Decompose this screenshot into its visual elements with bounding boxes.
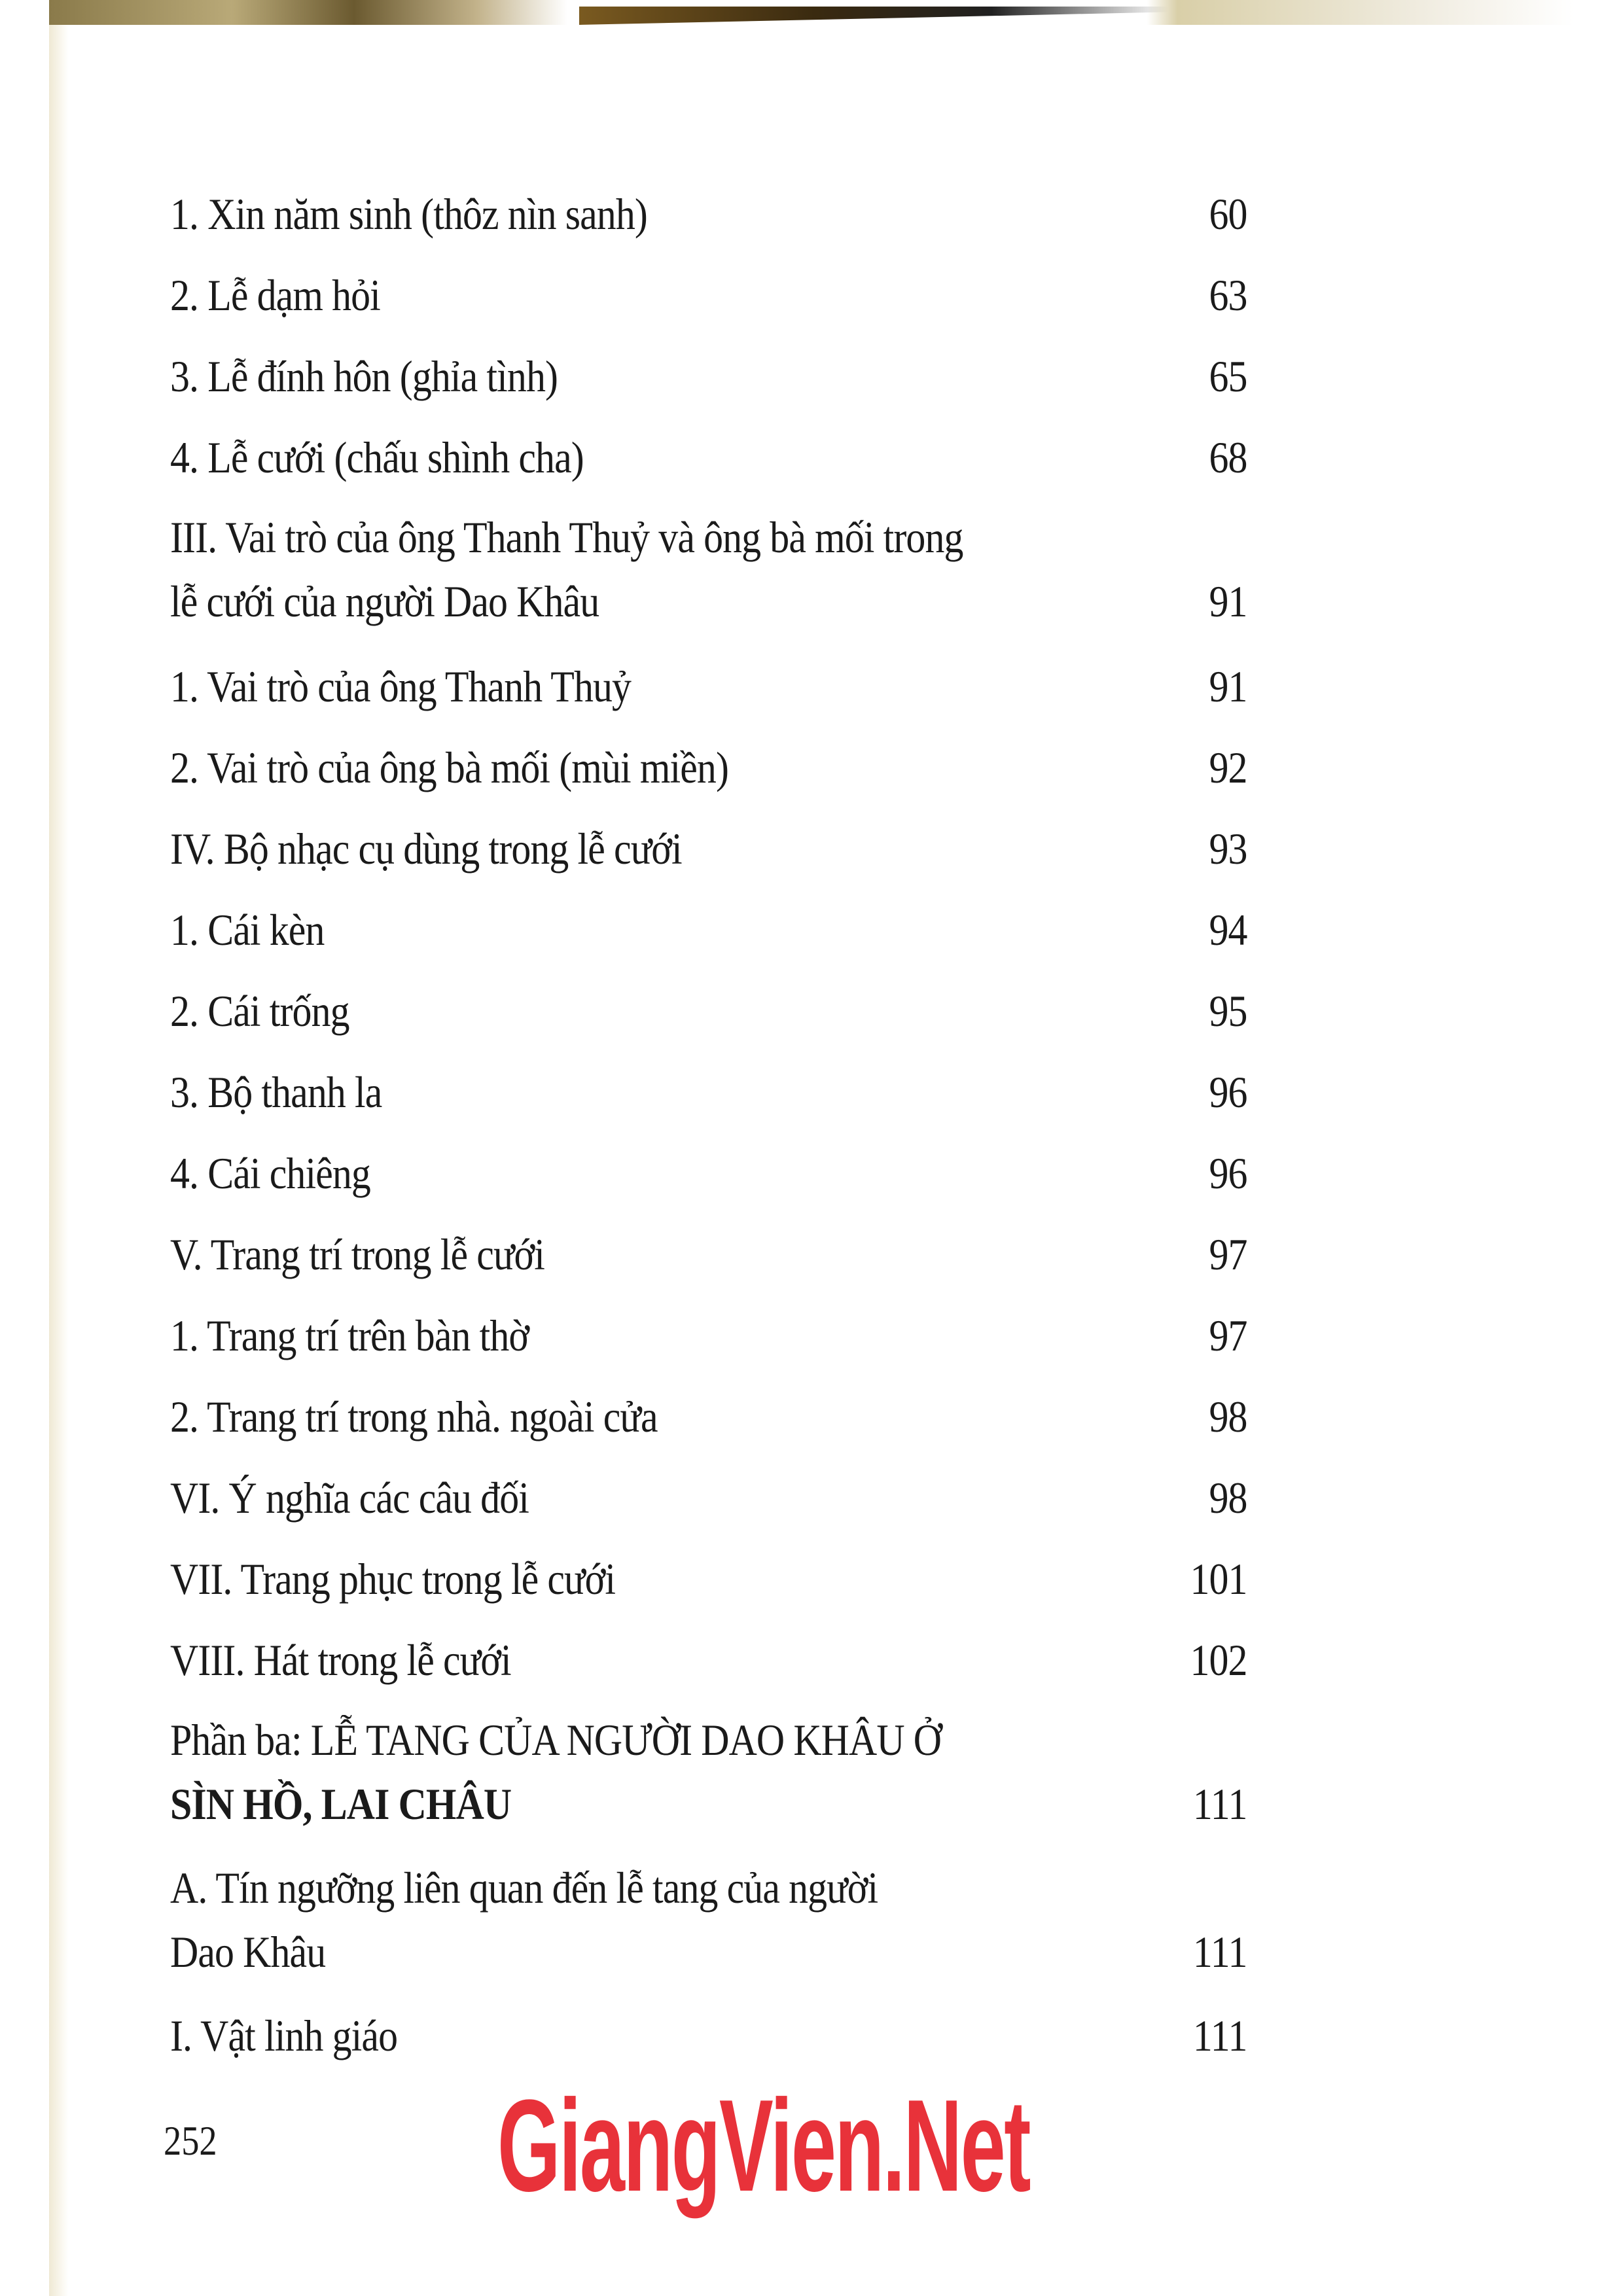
- toc-entry-title: Phần ba: LỄ TANG CỦA NGƯỜI DAO KHÂU Ở: [170, 1715, 942, 1765]
- toc-entry-page: 98: [1209, 1473, 1247, 1523]
- toc-entry: [170, 182, 1247, 246]
- toc-entry: [170, 1141, 1247, 1205]
- toc-entry: [170, 344, 1247, 408]
- toc-entry: [170, 735, 1247, 800]
- watermark: GiangVien.Net: [497, 2073, 1029, 2219]
- toc-entry-title: 2. Cái trống: [170, 986, 349, 1036]
- toc-entry-title: VI. Ý nghĩa các câu đối: [170, 1473, 529, 1523]
- scanned-page-top-edge: [49, 0, 1574, 25]
- toc-entry-title: 2. Lễ dạm hỏi: [170, 270, 380, 320]
- toc-entry: [170, 1547, 1247, 1611]
- toc-entry: [170, 1060, 1247, 1124]
- toc-entry-page: 68: [1209, 433, 1247, 482]
- toc-entry: [170, 654, 1247, 718]
- toc-entry-page: 91: [1209, 662, 1247, 711]
- toc-entry-page: 96: [1209, 1148, 1247, 1198]
- toc-entry-page: 65: [1209, 351, 1247, 401]
- toc-entry: [170, 1303, 1247, 1368]
- toc-entry-page: 97: [1209, 1229, 1247, 1279]
- toc-entry-page: 63: [1209, 270, 1247, 320]
- toc-entry-page: 102: [1190, 1635, 1247, 1685]
- toc-entry-title-continued: lễ cưới của người Dao Khâu: [170, 576, 599, 626]
- book-binding-shadow: [579, 7, 1168, 25]
- toc-entry: [170, 898, 1247, 962]
- toc-entry-page: 93: [1209, 824, 1247, 874]
- toc-part-heading: [170, 1708, 1247, 1836]
- page-left-edge-shadow: [49, 25, 69, 2296]
- toc-entry-title: 1. Trang trí trên bàn thờ: [170, 1311, 529, 1360]
- toc-entry-title: 2. Trang trí trong nhà. ngoài cửa: [170, 1392, 658, 1441]
- toc-entry-page: 101: [1190, 1554, 1247, 1604]
- toc-entry-title: V. Trang trí trong lễ cưới: [170, 1229, 545, 1279]
- toc-entry-page: 97: [1209, 1311, 1247, 1360]
- toc-entry: [170, 1466, 1247, 1530]
- toc-entry-page: 95: [1209, 986, 1247, 1036]
- toc-entry-page: 96: [1209, 1067, 1247, 1117]
- toc-entry-title: IV. Bộ nhạc cụ dùng trong lễ cưới: [170, 824, 682, 874]
- toc-entry: [170, 1222, 1247, 1286]
- toc-entry-page: 111: [1192, 1779, 1247, 1829]
- toc-entry-page: 60: [1209, 189, 1247, 239]
- toc-entry: [170, 979, 1247, 1043]
- toc-entry-title: VII. Trang phục trong lễ cưới: [170, 1554, 616, 1604]
- toc-entry-title: 1. Xin năm sinh (thôz nìn sanh): [170, 189, 647, 239]
- toc-entry-page: 94: [1209, 905, 1247, 955]
- toc-entry-title: I. Vật linh giáo: [170, 2011, 398, 2060]
- toc-entry: [170, 1385, 1247, 1449]
- toc-entry-title: 3. Bộ thanh la: [170, 1067, 382, 1117]
- toc-entry-title: 4. Lễ cưới (chấu shình cha): [170, 433, 584, 482]
- toc-entry-title: 2. Vai trò của ông bà mối (mùi miền): [170, 743, 729, 792]
- toc-entry-title: III. Vai trò của ông Thanh Thuỷ và ông bà mối trong: [170, 512, 963, 562]
- toc-entry-title: 4. Cái chiêng: [170, 1148, 370, 1198]
- toc-entry-page: 111: [1192, 2011, 1247, 2060]
- toc-entry-page: 91: [1209, 576, 1247, 626]
- toc-entry-title-continued: Dao Khâu: [170, 1927, 326, 1977]
- toc-entry: [170, 1628, 1247, 1692]
- toc-entry: [170, 263, 1247, 327]
- toc-entry-page: 92: [1209, 743, 1247, 792]
- toc-entry-title-continued: SÌN HỒ, LAI CHÂU: [170, 1779, 512, 1829]
- toc-entry-multiline: [170, 505, 1247, 633]
- toc-entry-title: VIII. Hát trong lễ cưới: [170, 1635, 511, 1685]
- toc-entry: [170, 2004, 1247, 2068]
- toc-entry-page: 98: [1209, 1392, 1247, 1441]
- toc-entry-page: 111: [1192, 1927, 1247, 1977]
- toc-entry-title: 1. Cái kèn: [170, 905, 325, 955]
- toc-entry-title: 1. Vai trò của ông Thanh Thuỷ: [170, 662, 632, 711]
- toc-entry-title: A. Tín ngưỡng liên quan đến lễ tang của người: [170, 1863, 878, 1913]
- toc-entry: [170, 817, 1247, 881]
- toc-entry: [170, 425, 1247, 489]
- toc-entry-multiline: [170, 1856, 1247, 1984]
- toc-entry-title: 3. Lễ đính hôn (ghỉa tình): [170, 351, 558, 401]
- page-number: 252: [164, 2117, 217, 2164]
